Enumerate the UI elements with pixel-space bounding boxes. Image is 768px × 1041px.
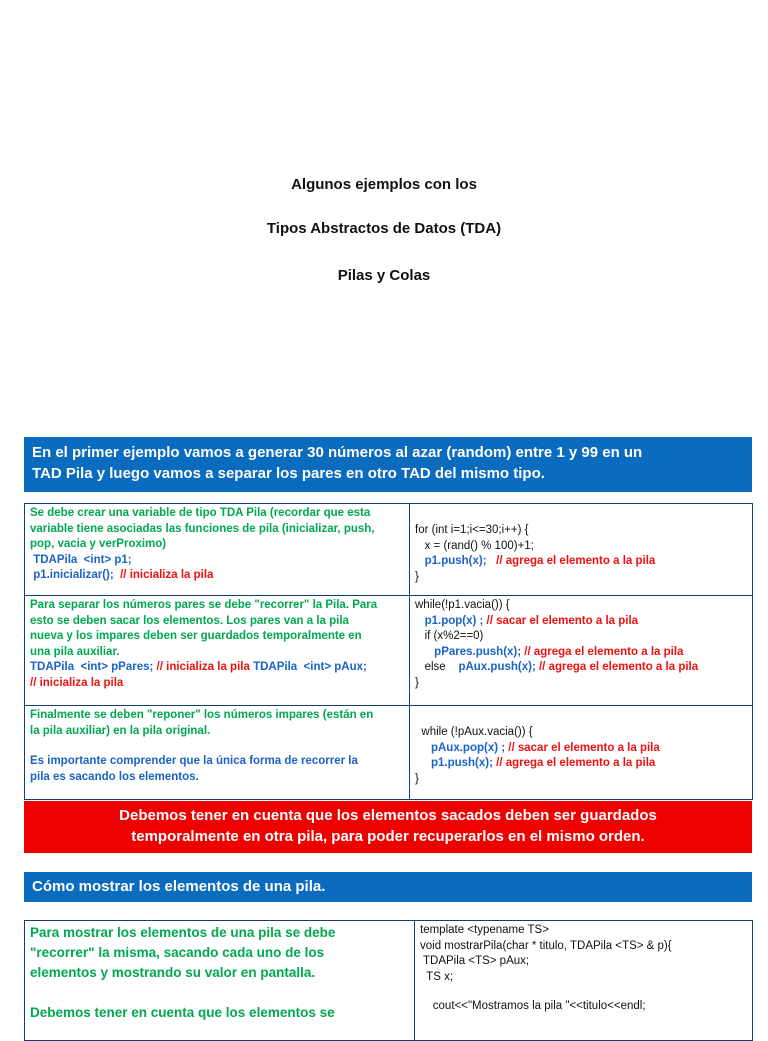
- section-banner: [24, 872, 752, 902]
- code-cell: [410, 596, 753, 706]
- code-line: cout<<"Mostramos la pila "<<titulo<<endl;: [420, 1000, 646, 1012]
- explanation-cell: [25, 504, 410, 596]
- code-line: }: [415, 570, 419, 583]
- text-line: Finalmente se deben "reponer" los números impares (están en: [30, 709, 374, 721]
- code-line: TS x;: [420, 970, 454, 983]
- table-row: [25, 504, 753, 596]
- code-line: void mostrarPila(char * titulo, TDAPila <TS> & p){: [420, 939, 672, 952]
- code-cell: [410, 504, 753, 596]
- code-line: template <typename TS>: [420, 924, 549, 936]
- code-fragment: p1.inicializar();: [30, 569, 114, 581]
- text-line: la pila auxiliar) en la pila original.: [30, 724, 211, 737]
- code-cell: [415, 921, 753, 1041]
- explanation-cell: [25, 921, 415, 1041]
- code-line: TDAPila <int> p1;: [30, 553, 132, 566]
- code-comment: // agrega el elemento a la pila: [521, 645, 684, 658]
- table-row: [25, 596, 753, 706]
- text-line: nueva y los impares deben ser guardados temporalmente en: [30, 630, 362, 642]
- code-comment: // inicializa la pila: [113, 569, 214, 581]
- code-fragment: pAux.pop(x) ;: [415, 741, 506, 754]
- code-comment: // sacar el elemento a la pila: [505, 741, 660, 754]
- warning-line-2: temporalmente en otra pila, para poder recuperarlos en el mismo orden.: [131, 828, 645, 845]
- show-stack-table: [24, 920, 753, 1041]
- code-line: }: [415, 772, 419, 785]
- title-line-3: Pilas y Colas: [337, 267, 431, 284]
- code-fragment: p1.push(x);: [415, 555, 487, 567]
- table-row: [25, 706, 753, 800]
- text-line: Para mostrar los elementos de una pila se debe: [30, 925, 336, 940]
- code-fragment: TDAPila <int> pAux;: [253, 661, 367, 673]
- code-fragment: p1.push(x);: [415, 757, 493, 769]
- explanation-cell: [25, 706, 410, 800]
- intro-banner-line-2: TAD Pila y luego vamos a separar los pares en otro TAD del mismo tipo.: [32, 465, 545, 482]
- text-line: pop, vacia y verProximo): [30, 538, 167, 550]
- code-line: for (int i=1;i<=30;i++) {: [415, 524, 529, 536]
- code-line: while(!p1.vacia()) {: [415, 599, 510, 611]
- text-line: Es importante comprender que la única forma de recorrer la: [30, 755, 358, 767]
- code-line: x = (rand() % 100)+1;: [415, 539, 534, 552]
- code-cell: [410, 706, 753, 800]
- code-line: if (x%2==0): [415, 630, 484, 642]
- code-fragment: else: [415, 661, 456, 673]
- table-row: [25, 921, 753, 1041]
- intro-banner: [24, 437, 752, 492]
- section-banner-text: Cómo mostrar los elementos de una pila.: [32, 878, 326, 895]
- intro-banner-line-1: En el primer ejemplo vamos a generar 30 números al azar (random) entre 1 y 99 en un: [32, 444, 643, 461]
- warning-line-1: Debemos tener en cuenta que los elementos sacados deben ser guardados: [119, 807, 657, 824]
- text-line: variable tiene asociadas las funciones de pila (inicializar, push,: [30, 522, 375, 535]
- code-line: while (!pAux.vacia()) {: [415, 726, 533, 738]
- text-line: una pila auxiliar.: [30, 645, 120, 658]
- text-line: esto se deben sacar los elementos. Los pares van a la pila: [30, 614, 349, 627]
- text-line: Se debe crear una variable de tipo TDA Pila (recordar que esta: [30, 507, 371, 519]
- code-fragment: pAux.push(x);: [455, 661, 536, 673]
- title-line-1: Algunos ejemplos con los: [291, 176, 477, 193]
- example-table: [24, 503, 753, 800]
- text-line: "recorrer" la misma, sacando cada uno de los: [30, 945, 325, 960]
- text-line: elementos y mostrando su valor en pantalla.: [30, 965, 316, 980]
- code-comment: // agrega el elemento a la pila: [492, 757, 656, 769]
- code-fragment: pPares.push(x);: [415, 645, 522, 658]
- text-line: Para separar los números pares se debe "recorrer" la Pila. Para: [30, 599, 378, 611]
- explanation-cell: [25, 596, 410, 706]
- code-comment: // sacar el elemento a la pila: [483, 614, 639, 627]
- code-fragment: p1.pop(x) ;: [415, 614, 484, 627]
- code-line: TDAPila <TS> pAux;: [420, 955, 530, 967]
- code-comment: // inicializa la pila: [153, 661, 254, 673]
- warning-banner: [24, 801, 752, 853]
- title-line-2: Tipos Abstractos de Datos (TDA): [266, 220, 502, 237]
- code-comment: // inicializa la pila: [30, 676, 124, 689]
- text-line: pila es sacando los elementos.: [30, 770, 199, 783]
- code-line: }: [415, 676, 419, 689]
- code-fragment: TDAPila <int> pPares;: [30, 661, 154, 673]
- code-comment: // agrega el elemento a la pila: [535, 661, 699, 673]
- text-line: Debemos tener en cuenta que los elementos se: [30, 1005, 335, 1020]
- code-comment: // agrega el elemento a la pila: [486, 555, 656, 567]
